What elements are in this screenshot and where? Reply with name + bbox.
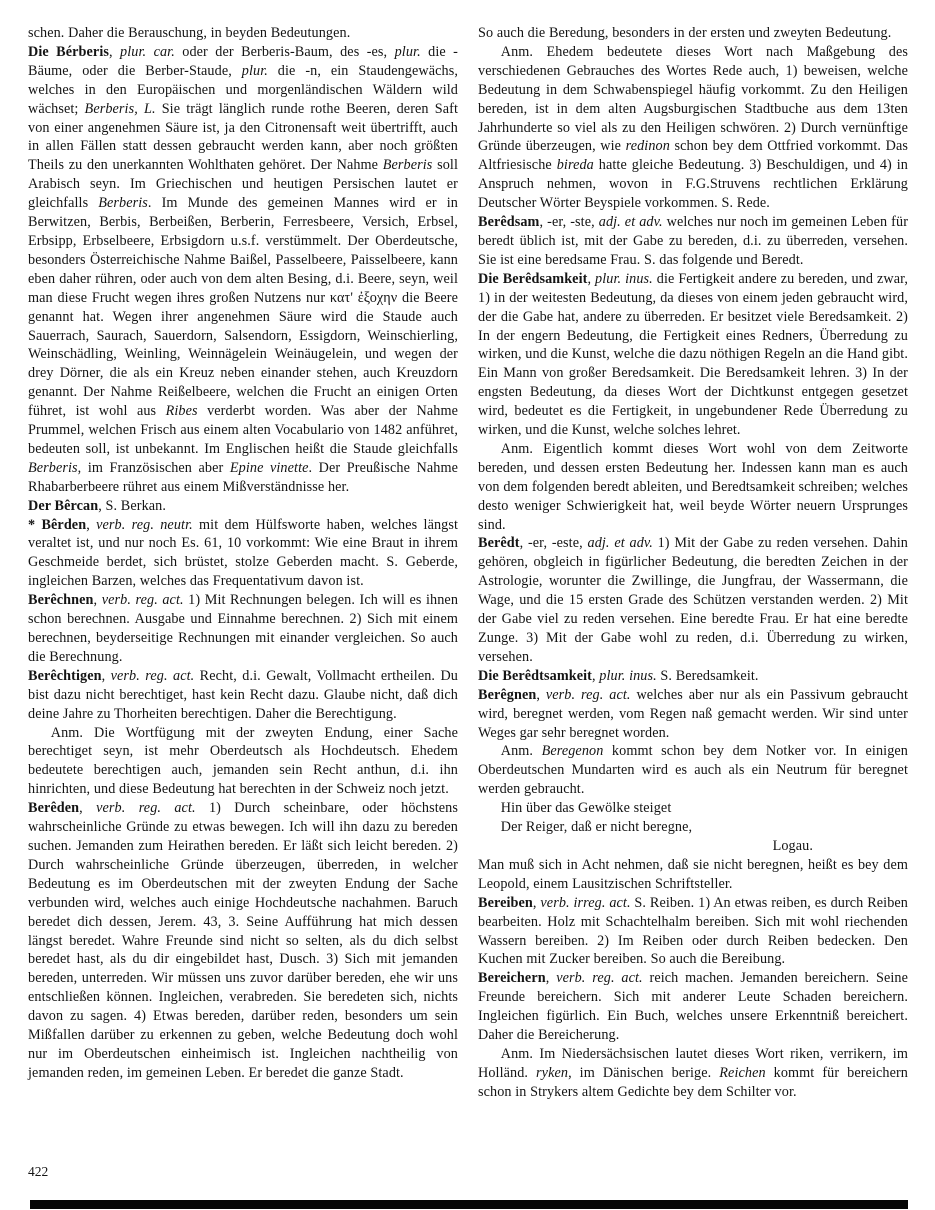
text-run: Anm. Eigentlich kommt dieses Wort wohl von dem Zeitworte bereden, und dessen ersten Bedeutung her. Indessen kann man es auch von dem folgenden beredt ableiten, und Beredtsamkeit schreiben; welches desto weniger Schwierigkeit hat, weil beyde Wörter neuern Ursprunges sind. [478, 440, 908, 533]
italic-run: Reichen [719, 1064, 766, 1081]
text-run: Anm. Ehedem bedeutete dieses Wort nach Maßgebung des verschiedenen Gebrauches des Wortes Rede auch, 1) beweisen, welche Bedeutung in dem Schwabenspiegel häufig vorkommt. Zu den Heiligen bereden, ist in dem alten Augsburgischen Stadtbuche aus dem 13ten Jahrhunderte so viel als zu den Heiligen schwören. 2) Durch vernünftige Gründe überzeugen, wie [478, 43, 908, 155]
text-run: reich machen. Jemanden bereichern. Seine Freunde bereichern. Sich mit anderer Leute Schaden bereichern. Ingleichen figürlich. Ein Buch, welches unsere Erkenntniß bereichert. Daher die Bereicherung. [478, 970, 909, 1044]
paragraph-plain [478, 856, 908, 894]
text-run: verderbt worden. Was aber der Nahme Prummel, welchen Frisch aus einem alten Vocabulario von 1482 anführet, bedeuten soll, ist unbekannt. Im Englischen heißt die Staude gleichfalls [28, 403, 458, 457]
paragraph-verse [478, 818, 908, 837]
text-run: , -er, -ste, [539, 214, 599, 231]
headword: Berêdsam [478, 214, 540, 231]
text-run: , [587, 270, 596, 287]
paragraph-entry [478, 270, 908, 440]
text-run: , [109, 43, 121, 60]
paragraph-plain [28, 24, 458, 43]
italic-run: verb. reg. neutr. [96, 516, 193, 533]
paragraph-entry [478, 534, 908, 666]
paragraph-entry [28, 667, 458, 724]
text-run: die -n, ein Staudengewächs, welches in den Europäischen und morgenländischen Wäldern wild wächset; [28, 62, 459, 117]
text-run: So auch die Beredung, besonders in der ersten und zweyten Bedeutung. [478, 25, 892, 41]
text-run: schon bey dem Ottfried vorkommt. Das Altfriesische [478, 138, 908, 174]
paragraph-entry [478, 213, 908, 270]
italic-run: plur. inus. [599, 667, 657, 684]
text-run: kommt für bereichern schon in Strykers altem Gedichte bey dem Schilter vor. [478, 1064, 909, 1100]
paragraph-verse [478, 799, 908, 818]
text-run: schen. Daher die Berauschung, in beyden Bedeutungen. [28, 25, 351, 41]
text-run: S. Beredsamkeit. [656, 667, 759, 684]
right-column [478, 24, 908, 1102]
italic-run: Ribes [165, 403, 198, 420]
text-run: , -er, -este, [519, 535, 588, 552]
italic-run: ryken [536, 1064, 569, 1081]
text-run: soll Arabisch seyn. Im Griechischen und heutigen Persischen lautet er gleichfalls [28, 157, 458, 212]
paragraph-anm [478, 742, 908, 799]
paragraph-entry [478, 667, 908, 686]
text-run: , [93, 592, 102, 609]
italic-run: Berberis [28, 459, 78, 476]
italic-run: verb. reg. act. [110, 667, 195, 684]
text-run: hatte gleiche Bedeutung. 3) Beschuldigen, und 4) in Anspruch nehmen, wovon in F.G.Struvens rechtlichen Erklärung Deutscher Wörter Beyspiele vorkommen. S. Rede. [478, 157, 909, 212]
headword: Bereiben [478, 894, 533, 911]
text-run: , S. Berkan. [98, 497, 167, 514]
paragraph-anm [28, 724, 458, 800]
text-run: , [532, 894, 541, 911]
headword: Berêchnen [28, 592, 94, 609]
text-run: die -Bäume, oder die Berber-Staude, [28, 43, 458, 79]
italic-run: plur. car. [120, 43, 175, 60]
text-run: Anm. Im Niedersächsischen lautet dieses Wort riken, verrikern, im Holländ. [478, 1045, 908, 1081]
text-run: Logau. [772, 837, 813, 854]
scan-edge-artifact [30, 1200, 908, 1209]
italic-run: Beregenon [541, 743, 604, 760]
text-run: , im Französischen aber [77, 459, 230, 476]
text-run: , [592, 667, 600, 684]
italic-run: plur. [394, 43, 421, 60]
headword: Die Bérberis [28, 43, 109, 60]
italic-run: Berberis [98, 195, 148, 212]
headword: Die Berêdsamkeit [478, 270, 588, 287]
text-run: Der Reiger, daß er nicht beregne, [500, 819, 693, 836]
text-run: , [536, 686, 546, 703]
headword: Berêgnen [478, 686, 537, 703]
headword: Berêdt [478, 535, 520, 552]
italic-run: verb. reg. act. [96, 800, 196, 817]
text-run: 1) Mit der Gabe zu reden versehen. Dahin gehören, obgleich in figürlicher Bedeutung, die beredten Zeichen in der Astrologie, worunter die Zwillinge, die Jungfrau, der Wassermann, die Wage, und die 15 ersten Grade des Schützen verstanden werden. 2) Mit der Gabe viel zu reden versehen. Eine beredte Frau. Er hat eine beredte Zunge. 3) Mit der Gabe wohl zu reden, d.i. Überredung zu wirken, versehen. [478, 535, 908, 665]
italic-run: Berberis, L. [84, 100, 156, 117]
text-run: welches aber nur als ein Passivum gebraucht wird, beregnet werden, vom Regen naß gemacht werden. Wir sind unter Weges gar sehr beregnet worden. [478, 686, 908, 741]
text-run: welches nur noch im gemeinen Leben für beredt üblich ist, mit der Gabe zu bereden, d.i. zu überreden, versehen. Sie ist eine beredsame Frau. S. das folgende und Beredt. [478, 214, 909, 268]
paragraph-entry [478, 969, 908, 1045]
paragraph-entry [28, 497, 458, 516]
text-run: , [101, 667, 111, 684]
text-run: Man muß sich in Acht nehmen, daß sie nicht beregnen, heißt es bey dem Leopold, einem Lausitzischen Schriftsteller. [478, 856, 908, 892]
italic-run: verb. reg. act. [545, 686, 631, 703]
italic-run: plur. [241, 62, 268, 79]
headword: Die Berêdtsamkeit [478, 667, 592, 684]
text-run: S. Reiben. 1) An etwas reiben, es durch Reiben bearbeiten. Holz mit Schachtelhalm bereiben. Sich mit wohl riechenden Wassern bereiben. 2) Im Reiben oder durch Reiben bedecken. Den Kuchen mit Zucker bereiben. So auch die Bereibung. [478, 894, 908, 968]
italic-run: verb. irreg. act. [540, 894, 631, 911]
paragraph-attribution [478, 837, 908, 856]
text-run: , [86, 516, 97, 533]
text-run: . Im Munde des gemeinen Mannes wird er in Berwitzen, Berbis, Berbeißen, Berberin, Ferresbeere, Versich, Erbsel, Erbsipp, Erbselbeere, Erbsigdorn u.s.f. verstümmelt. Der Oberdeutsche, besonders Österreichische Nahme Baißel, Passelbeere, Paisselbeere, kann eben daher rühren, oder auch von dem alten Besing, d.i. Beere, seyn, weil man diese Frucht wegen ihres großen Nutzens nur κατ' ἐξοχην die Beere genannt hat. Wegen ihrer angenehmen Säure wird die Staude auch Sauerrach, Saurach, Sauerdorn, Salsendorn, Essigdorn, Weinschierling, Weinschädling, Weinling, Weinnägelein Weinäugelein, und wegen der drey Dörner, die als ein Kreuz neben einander stehen, auch Kreuzdorn genannt. Der Nahme Reißelbeere, welchen die Frucht an einigen Orten führet, ist wohl aus [28, 195, 458, 420]
italic-run: adj. et adv. [598, 214, 663, 231]
italic-run: adj. et adv. [587, 535, 653, 552]
paragraph-entry [478, 894, 908, 970]
paragraph-entry [28, 591, 458, 667]
italic-run: Epine vinette [229, 459, 309, 476]
paragraph-entry [28, 516, 458, 592]
text-run: Sie trägt länglich runde rothe Beeren, deren Saft von einer angenehmen Säure ist, ja den Citronensaft weit übertrifft, auch in allen Fällen statt dessen gebraucht werden kann, aber noch größten Theils zu den unerkannten Wohlthaten gehöret. Der Nahme [28, 100, 458, 174]
headword: * Bêrden [28, 516, 87, 533]
headword: Berêden [28, 800, 80, 817]
text-run: 1) Durch scheinbare, oder höchstens wahrscheinliche Gründe zu etwas bewegen. Ich will ihn dazu zu bereden suchen. Jemanden zum Heirathen bereden. Er läßt sich leicht bereden. 2) Durch wahrscheinliche Gründe überzeugen, überreden, in welcher Bedeutung es im Oberdeutschen mit der zweyten Endung der Sache verbunden wird, welches auch einige Hochdeutsche nachahmen. Baruch beredet dich dessen, Jerem. 43, 3. Seine Aufführung hat mich dessen längst beredet. Wahre Freunde sind nicht so selten, als du dich selbst beredet hast, als du dir eingebildet hast, Dusch. 3) Sich mit jemanden bereden, unterreden. Wir müssen uns zuvor darüber bereden, ehe wir uns entschließen können. Ingleichen, verabreden. Sie beredeten sich, nichts davon zu sagen. 4) Etwas bereden, darüber reden, besonders um sein Mißfallen darüber zu erkennen zu geben, welche Bedeutung doch wohl nur im Oberdeutschen einheimisch ist. Ingleichen nachtheilig von jemanden reden, im gemeinen Leben. Er beredet die ganze Stadt. [28, 800, 458, 1081]
page-number: 422 [28, 1164, 49, 1179]
text-run: die Fertigkeit andere zu bereden, und zwar, 1) in der weitesten Bedeutung, da dieses von einem jeden gebraucht wird, der die Gabe hat, andere zu überreden. Er besitzet viele Beredsamkeit. 2) In der engern Bedeutung, die Fertigkeit eines Redners, Überredung zu wirken, und die Kunst, welche die dazu nöthigen Regeln an die Hand gibt. Ein Mann von großer Beredsamkeit. Die Beredsamkeit lehren. 3) In der engsten Bedeutung, da dieses Wort der Dichtkunst entgegen gesetzet wird, bedeutet es die Fertigkeit, in ungebundener Rede Überredung zu wirken, und die Kunst, welche solches lehret. [478, 270, 909, 439]
paragraph-entry [478, 686, 908, 743]
italic-run: verb. reg. act. [101, 592, 184, 609]
italic-run: plur. inus. [595, 270, 653, 287]
italic-run: Berberis [382, 157, 433, 174]
text-run: oder der Berberis-Baum, des -es, [174, 43, 395, 60]
text-run: , im Dänischen berige. [568, 1064, 720, 1081]
italic-run: verb. reg. act. [556, 970, 643, 987]
paragraph-entry [28, 799, 458, 1083]
text-run: 1) Mit Rechnungen belegen. Ich will es ihnen schon berechnen. Ausgabe und Einnahme berechnen. 2) Sich mit einem berechnen, beyderseitige Rechnungen mit einander vergleichen. So auch die Berechnung. [28, 592, 459, 665]
headword: Bereichern [478, 970, 546, 987]
paragraph-anm [478, 440, 908, 535]
paragraph-plain [478, 24, 908, 43]
italic-run: redinon [625, 138, 670, 155]
paragraph-entry [28, 43, 458, 497]
text-run: . Der Preußische Nahme Rhabarberbeere rühret aus einem Mißverständnisse her. [28, 459, 459, 495]
text-run: mit dem Hülfsworte haben, welches längst veraltet ist, und nur noch Es. 61, 10 vorkommt: Wie eine Braut in ihrem Geschmeide berdet, sich brüstet, stolze Geberden macht. S. Geberde, ingleichen Barzen, welches das Frequentativum davon ist. [28, 516, 459, 590]
text-run: kommt schon bey dem Notker vor. In einigen Oberdeutschen Mundarten wird es auch als ein Neutrum für beregnet werden gebraucht. [478, 743, 908, 798]
paragraph-anm [478, 1045, 908, 1102]
headword: Der Bêrcan [28, 497, 99, 514]
headword: Berêchtigen [28, 667, 102, 684]
text-run: , [79, 800, 97, 817]
italic-run: bireda [556, 157, 594, 174]
text-run: Recht, d.i. Gewalt, Vollmacht ertheilen. Du bist dazu nicht berechtiget, hast kein Recht dazu. Glaube nicht, daß dich deine Jahre zu Thorheiten berechtigen. Daher die Berechtigung. [28, 667, 458, 722]
text-run: , [545, 970, 557, 987]
text-run: Hin über das Gewölke steiget [500, 800, 672, 817]
left-column [28, 24, 458, 1102]
text-run: Anm. [500, 743, 542, 760]
paragraph-anm [478, 43, 908, 213]
text-run: Anm. Die Wortfügung mit der zweyten Endung, einer Sache berechtiget seyn, ist mehr Oberdeutsch als Hochdeutsch. Ehedem bedeutete berechtigen auch, jemanden sein Recht anthun, d.i. ihn hinrichten, und diese Bedeutung hat berechten in der Schweiz noch jetzt. [28, 724, 458, 798]
